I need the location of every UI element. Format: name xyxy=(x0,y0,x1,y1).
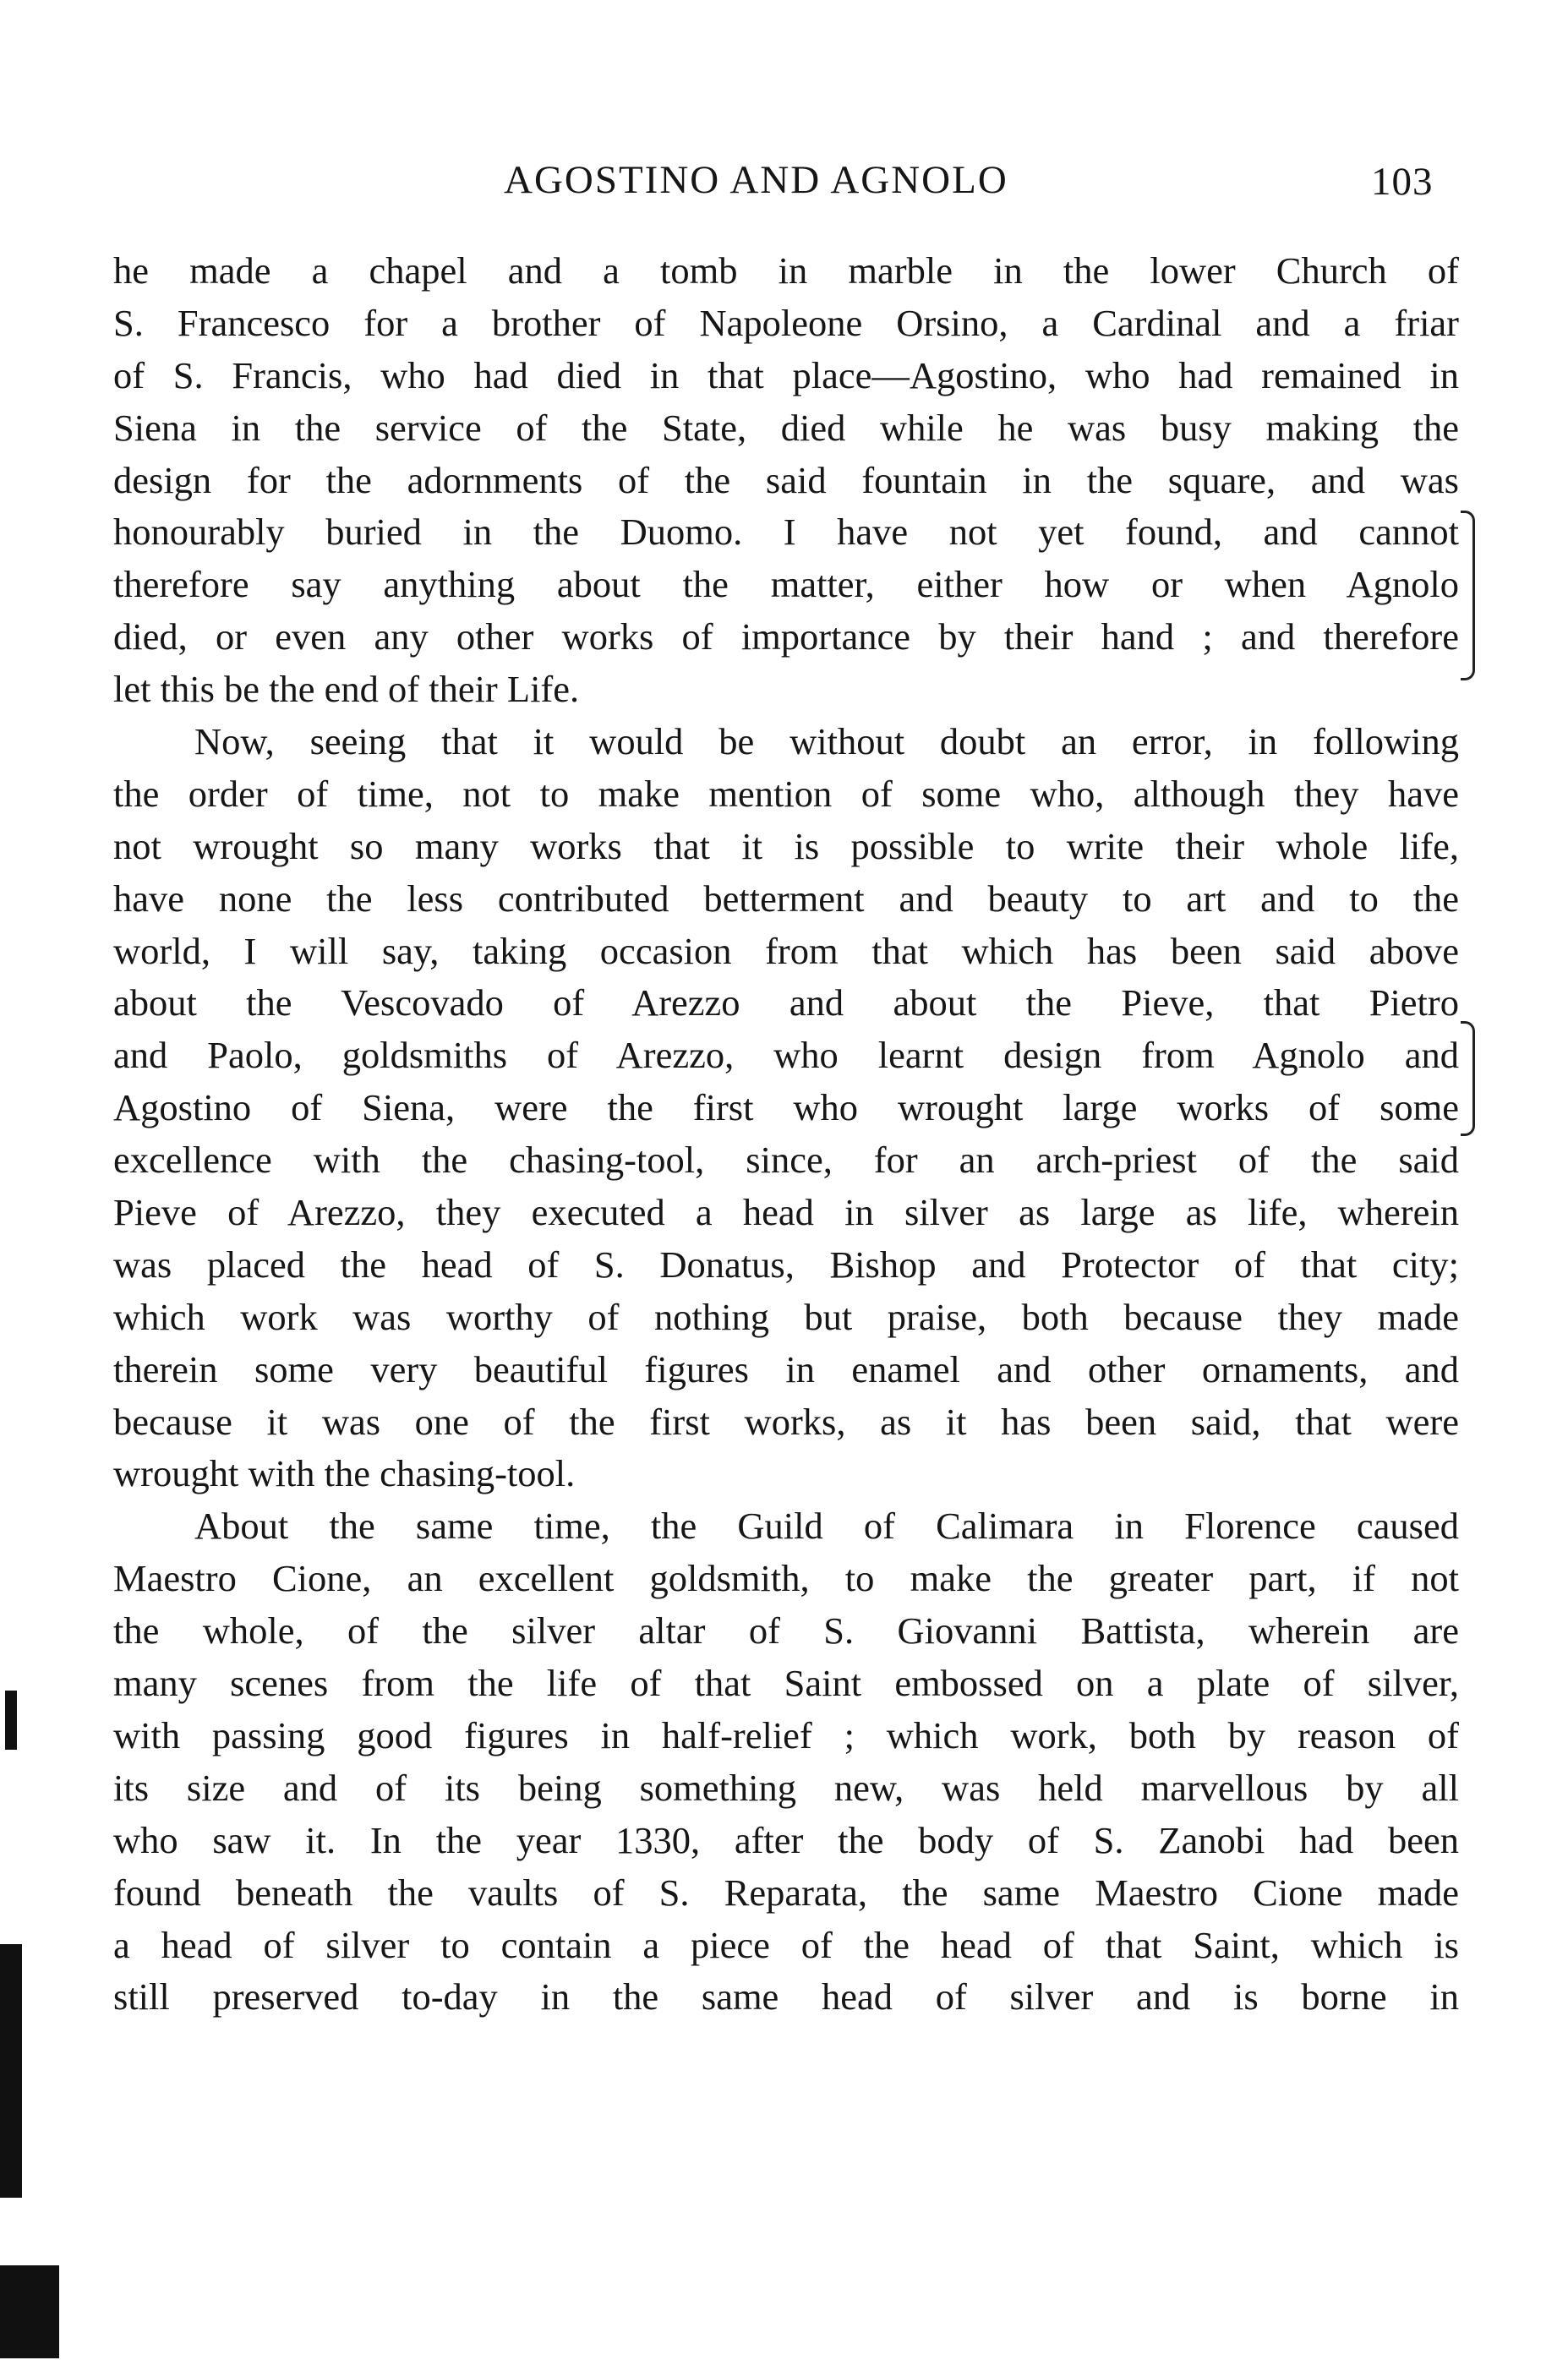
text-line: who saw it. In the year 1330, after the body of S. Zanobi had been xyxy=(113,1818,1459,1861)
text-line: therein some very beautiful figures in enamel and other ornaments, and xyxy=(113,1347,1459,1390)
text-line: Pieve of Arezzo, they executed a head in silver as large as life, wherein xyxy=(113,1191,1459,1234)
text-line: About the same time, the Guild of Calimara in Florence caused xyxy=(194,1505,1459,1548)
text-line: and Paolo, goldsmiths of Arezzo, who learnt design from Agnolo and xyxy=(113,1034,1459,1077)
text-line: have none the less contributed betterment and beauty to art and to the xyxy=(113,877,1459,920)
binding-edge-mark xyxy=(0,1944,22,2198)
text-line: therefore say anything about the matter, either how or when Agnolo xyxy=(113,563,1459,606)
body-text xyxy=(113,245,1459,2024)
text-line: wrought with the chasing-tool. xyxy=(113,1452,576,1495)
running-head xyxy=(0,157,1568,208)
text-line: S. Francesco for a brother of Napoleone Orsino, a Cardinal and a friar xyxy=(113,301,1459,344)
text-line: a head of silver to contain a piece of the head of that Saint, which is xyxy=(113,1923,1459,1966)
text-line: Siena in the service of the State, died while he was busy making the xyxy=(113,406,1459,449)
text-line: was placed the head of S. Donatus, Bishop and Protector of that city; xyxy=(113,1243,1459,1286)
text-line: with passing good figures in half-relief ; which work, both by reason of xyxy=(113,1713,1459,1756)
text-line: let this be the end of their Life. xyxy=(113,668,580,711)
text-line: because it was one of the first works, as it has been said, that were xyxy=(113,1400,1459,1443)
text-line: found beneath the vaults of S. Reparata, the same Maestro Cione made xyxy=(113,1871,1459,1914)
text-line: not wrought so many works that it is possible to write their whole life, xyxy=(113,824,1459,867)
text-line: about the Vescovado of Arezzo and about the Pieve, that Pietro xyxy=(113,981,1459,1024)
text-line: its size and of its being something new, was held marvellous by all xyxy=(113,1766,1459,1809)
text-line: design for the adornments of the said fountain in the square, and was xyxy=(113,458,1459,501)
text-line: Now, seeing that it would be without doubt an error, in following xyxy=(194,720,1459,763)
margin-bracket xyxy=(1461,1021,1475,1136)
running-title: AGOSTINO AND AGNOLO xyxy=(504,158,1008,202)
text-line: world, I will say, taking occasion from that which has been said above xyxy=(113,929,1459,972)
binding-edge-mark xyxy=(0,2265,59,2358)
text-line: died, or even any other works of importance by their hand ; and therefore xyxy=(113,615,1459,658)
text-line: of S. Francis, who had died in that place—Agostino, who had remained in xyxy=(113,353,1459,396)
margin-bracket xyxy=(1461,511,1475,680)
text-line: he made a chapel and a tomb in marble in the lower Church of xyxy=(113,249,1459,292)
binding-edge-mark xyxy=(5,1691,17,1750)
text-line: excellence with the chasing-tool, since, for an arch-priest of the said xyxy=(113,1139,1459,1182)
text-line: the order of time, not to make mention of some who, although they have xyxy=(113,772,1459,815)
text-line: Agostino of Siena, were the first who wrought large works of some xyxy=(113,1086,1459,1129)
text-line: the whole, of the silver altar of S. Giovanni Battista, wherein are xyxy=(113,1609,1459,1653)
page-number: 103 xyxy=(1371,160,1434,204)
text-line: still preserved to-day in the same head of silver and is borne in xyxy=(113,1975,1459,2019)
text-line: many scenes from the life of that Saint embossed on a plate of silver, xyxy=(113,1662,1459,1705)
text-line: which work was worthy of nothing but praise, both because they made xyxy=(113,1295,1459,1338)
text-line: honourably buried in the Duomo. I have not yet found, and cannot xyxy=(113,511,1459,554)
text-line: Maestro Cione, an excellent goldsmith, to make the greater part, if not xyxy=(113,1557,1459,1600)
